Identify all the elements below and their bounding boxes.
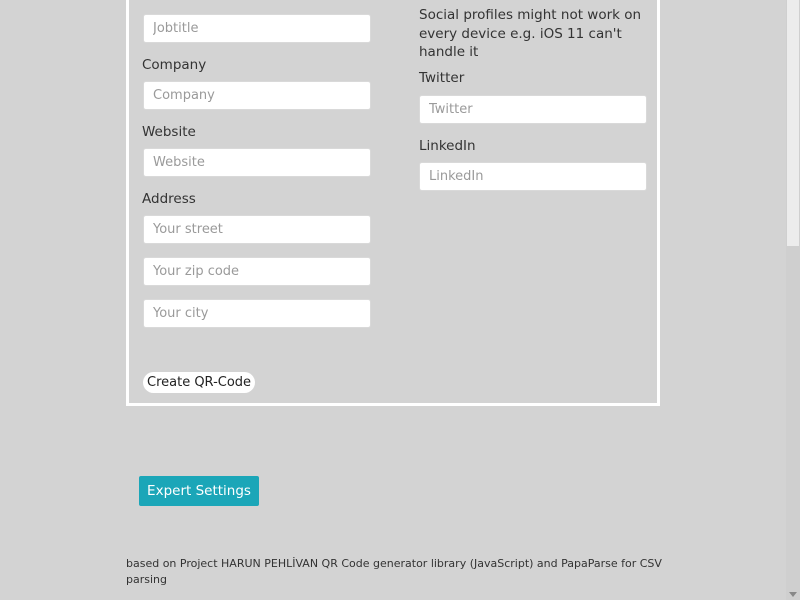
company-label: Company <box>142 57 207 73</box>
footer-credits: based on Project HARUN PEHLİVAN QR Code generator library (JavaScript) and PapaParse for CSV parsing <box>126 557 662 586</box>
scroll-down-arrow-icon[interactable] <box>789 592 797 597</box>
website-input[interactable] <box>143 148 371 177</box>
linkedin-input[interactable] <box>419 162 647 191</box>
zip-code-input[interactable] <box>143 257 371 286</box>
street-input[interactable] <box>143 215 371 244</box>
jobtitle-input[interactable] <box>143 14 371 43</box>
city-input[interactable] <box>143 299 371 328</box>
vertical-scrollbar[interactable] <box>786 0 800 600</box>
expert-settings-button[interactable]: Expert Settings <box>139 476 259 506</box>
twitter-input[interactable] <box>419 95 647 124</box>
scrollbar-thumb[interactable] <box>787 0 799 246</box>
company-input[interactable] <box>143 81 371 110</box>
twitter-label: Twitter <box>419 70 465 86</box>
qr-form-card <box>126 0 660 406</box>
social-profiles-note: Social profiles might not work on every device e.g. iOS 11 can't handle it <box>419 7 642 60</box>
create-qr-code-button[interactable]: Create QR-Code <box>143 372 255 393</box>
website-label: Website <box>142 124 196 140</box>
linkedin-label: LinkedIn <box>419 138 476 154</box>
address-label: Address <box>142 191 196 207</box>
